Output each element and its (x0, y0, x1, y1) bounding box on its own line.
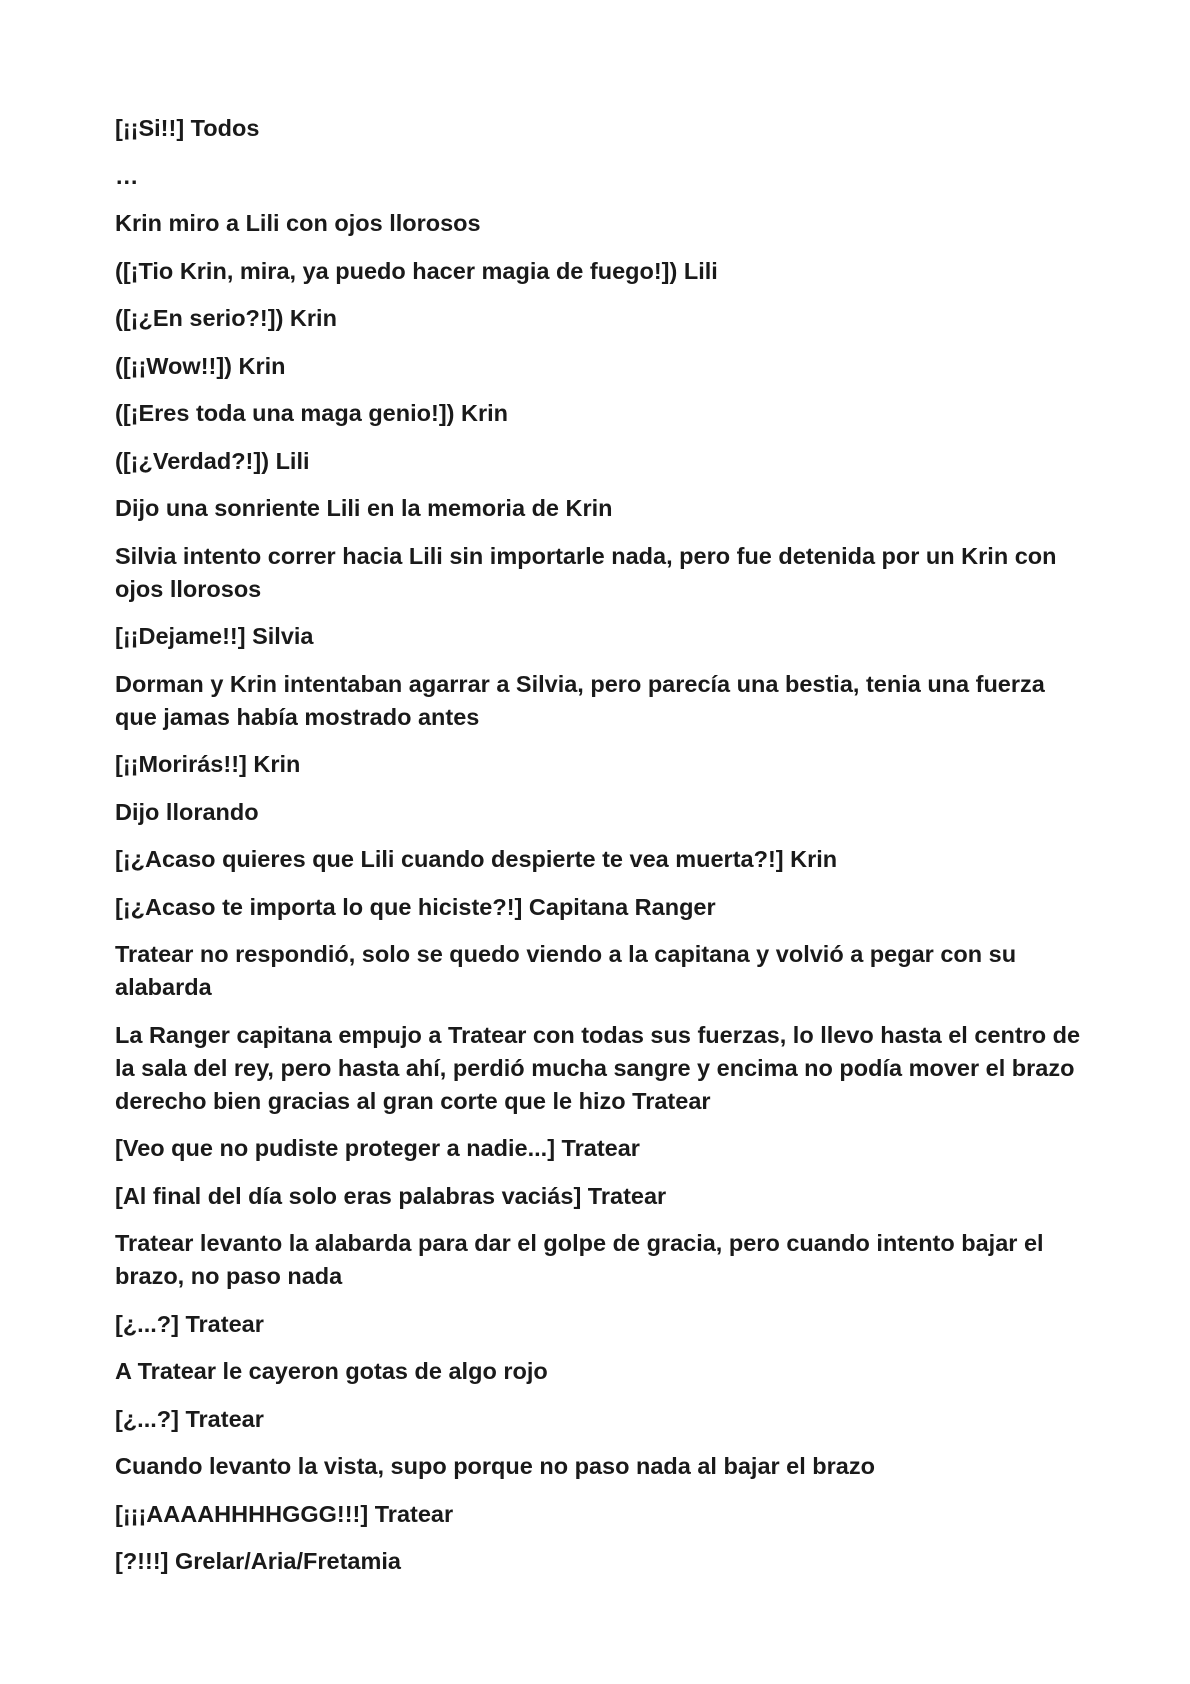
paragraph: … (115, 162, 139, 189)
paragraph: [¡¡Si!!] Todos (115, 115, 260, 141)
paragraph: [¿...?] Tratear (115, 1310, 264, 1337)
paragraph: ([¡¿Verdad?!]) Lili (115, 447, 310, 474)
paragraph: La Ranger capitana empujo a Tratear con todas sus fuerzas, lo llevo hasta el centro de la sala del rey, pero hasta ahí, perdió mucha sangre y encima no podía mover el brazo derecho bien gracias al gran corte que le hizo Tratear (115, 1021, 1081, 1114)
paragraph: Dorman y Krin intentaban agarrar a Silvia, pero parecía una bestia, tenia una fuerza que jamas había mostrado antes (115, 670, 1045, 730)
paragraph: Tratear no respondió, solo se quedo viendo a la capitana y volvió a pegar con su alabarda (115, 941, 1017, 1000)
paragraph: [¿...?] Tratear (115, 1405, 264, 1432)
paragraph: ([¡Tio Krin, mira, ya puedo hacer magia de fuego!]) Lili (115, 257, 718, 284)
paragraph: [?!!!] Grelar/Aria/Fretamia (115, 1548, 401, 1574)
paragraph: Krin miro a Lili con ojos llorosos (115, 210, 481, 236)
paragraph: Dijo llorando (115, 798, 259, 825)
paragraph: [¡¿Acaso te importa lo que hiciste?!] Capitana Ranger (115, 893, 716, 920)
paragraph: ([¡¿En serio?!]) Krin (115, 305, 337, 331)
paragraph: [Veo que no pudiste proteger a nadie...] Tratear (115, 1135, 640, 1161)
paragraph: Tratear levanto la alabarda para dar el golpe de gracia, pero cuando intento bajar el brazo, no paso nada (115, 1230, 1044, 1289)
paragraph: [¡¡Morirás!!] Krin (115, 751, 301, 777)
paragraph: [¡¡¡AAAAHHHHGGG!!!] Tratear (115, 1500, 454, 1527)
paragraph: Cuando levanto la vista, supo porque no paso nada al bajar el brazo (115, 1453, 875, 1479)
document-body (115, 112, 1085, 1593)
paragraph: [¡¡Dejame!!] Silvia (115, 623, 314, 649)
paragraph: A Tratear le cayeron gotas de algo rojo (115, 1358, 548, 1384)
paragraph: Dijo una sonriente Lili en la memoria de Krin (115, 495, 613, 521)
paragraph: ([¡Eres toda una maga genio!]) Krin (115, 400, 508, 426)
paragraph: [¡¿Acaso quieres que Lili cuando despierte te vea muerta?!] Krin (115, 846, 838, 872)
paragraph: ([¡¡Wow!!]) Krin (115, 352, 286, 379)
paragraph: [Al final del día solo eras palabras vaciás] Tratear (115, 1182, 667, 1209)
paragraph: Silvia intento correr hacia Lili sin importarle nada, pero fue detenida por un Krin con ojos llorosos (115, 542, 1057, 602)
